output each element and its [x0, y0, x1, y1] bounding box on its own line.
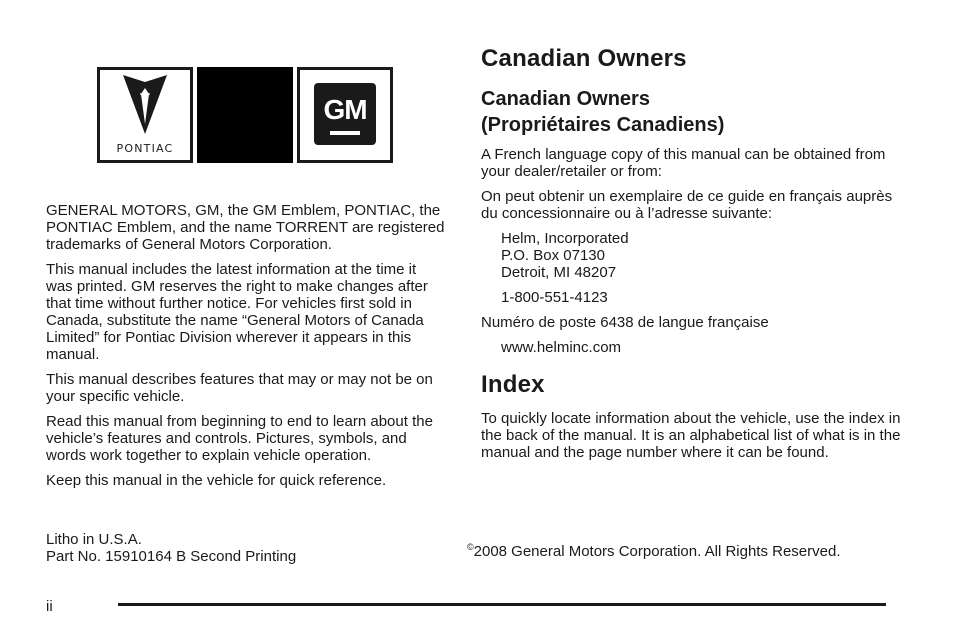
gm-wordmark: GM: [323, 94, 367, 125]
address-line1: Helm, Incorporated: [501, 230, 629, 247]
page-number: ii: [46, 598, 53, 615]
address-line2: P.O. Box 07130: [501, 247, 605, 264]
trademark-notice: [46, 202, 446, 489]
index-heading: Index: [481, 371, 545, 398]
phone-number: 1-800-551-4123: [501, 289, 608, 306]
section-heading: Canadian Owners: [481, 45, 687, 72]
sub-heading-line1: Canadian Owners: [481, 88, 650, 110]
index-text: To quickly locate information about the vehicle, use the index in the back of the manual. It is an alphabetical list of what is in the manual and the page number where it can be found.: [481, 410, 901, 461]
copyright-text: 2008 General Motors Corporation. All Rights Reserved.: [473, 543, 841, 560]
extension-text: Numéro de poste 6438 de langue française: [481, 314, 769, 331]
pontiac-emblem: [97, 67, 193, 163]
features-paragraph: This manual describes features that may or may not be on your specific vehicle.: [46, 371, 433, 405]
manual-info-paragraph: This manual includes the latest information at the time it was printed. GM reserves the right to make changes after that time without further notice. For vehicles first sold in Canada, substitute the name “General Motors of Canada Limited” for Pontiac Division wherever it appears in this manual.: [46, 261, 428, 363]
canadian-owners-section: [481, 44, 901, 461]
copyright-symbol: ©: [467, 542, 474, 552]
address-line3: Detroit, MI 48207: [501, 264, 617, 281]
website-link[interactable]: www.helminc.com: [501, 339, 622, 356]
footer-rule: [118, 603, 886, 606]
trademark-paragraph: GENERAL MOTORS, GM, the GM Emblem, PONTIAC, the PONTIAC Emblem, and the name TORRENT are registered trademarks of General Motors Corporation.: [46, 202, 445, 253]
english-text: A French language copy of this manual can be obtained from your dealer/retailer or from:: [481, 146, 886, 180]
brand-logos: [97, 67, 393, 163]
copyright-notice: [467, 543, 841, 560]
black-panel: [197, 67, 293, 163]
pontiac-wordmark: PONTIAC: [116, 142, 174, 155]
french-text: On peut obtenir un exemplaire de ce guide en français auprès du concessionnaire ou à l’adresse suivante:: [481, 188, 893, 222]
read-manual-paragraph: Read this manual from beginning to end to learn about the vehicle’s features and controls. Pictures, symbols, and words work together to explain vehicle operation.: [46, 413, 433, 464]
keep-manual-paragraph: Keep this manual in the vehicle for quick reference.: [46, 472, 387, 489]
mailing-address: [481, 230, 901, 281]
sub-heading-line2: (Propriétaires Canadiens): [481, 114, 725, 136]
litho-text: Litho in U.S.A.: [46, 531, 142, 548]
print-info: [46, 531, 296, 565]
part-number: Part No. 15910164 B Second Printing: [46, 548, 297, 565]
gm-emblem: [297, 67, 393, 163]
